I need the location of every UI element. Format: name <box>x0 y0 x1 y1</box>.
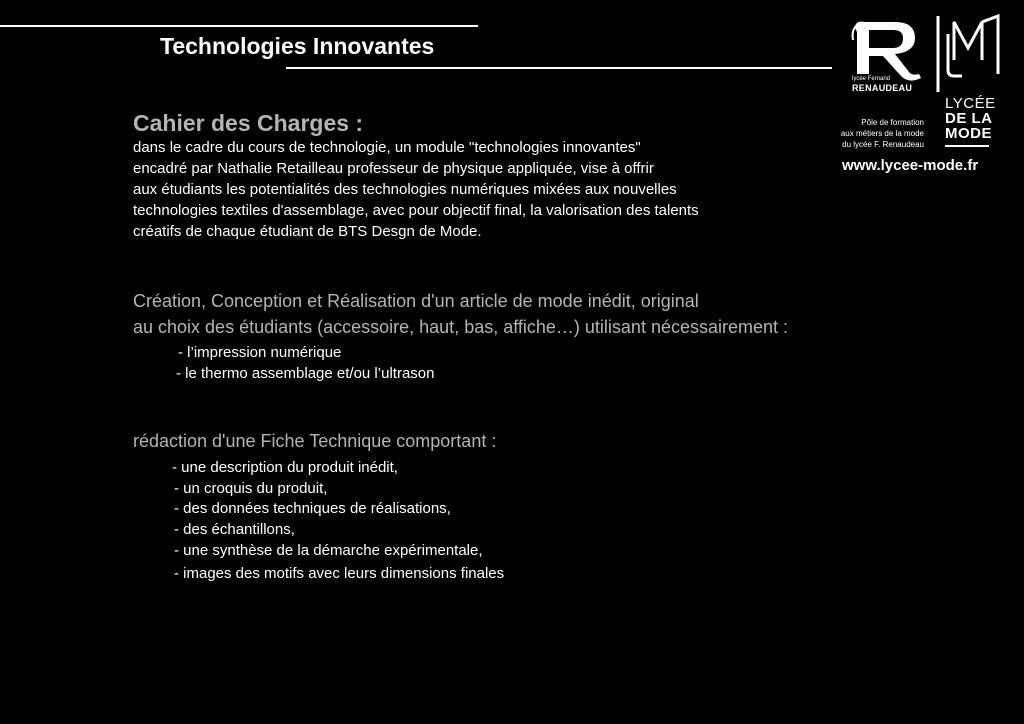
creation-line: au choix des étudiants (accessoire, haut, bas, affiche…) utilisant nécessairement : <box>133 317 789 337</box>
tagline-line-1: Pôle de formation <box>861 118 924 127</box>
logo-lm-line-3: MODE <box>945 125 992 142</box>
lycee-de-la-mode-logo-icon <box>934 14 1002 94</box>
renaudeau-r-logo-icon <box>849 18 923 82</box>
section-heading-redaction: rédaction d'une Fiche Technique comportant : <box>133 431 497 451</box>
logo-lm-line-2: DE LA <box>945 110 993 127</box>
cahier-line: aux étudiants les potentialités des technologies numériques mixées aux nouvelles <box>133 181 677 198</box>
logo-r-caption: RENAUDEAU <box>852 83 913 93</box>
page-title: Technologies Innovantes <box>160 33 435 59</box>
redaction-bullet: - images des motifs avec leurs dimensions finales <box>174 565 505 582</box>
section-heading-cahier: Cahier des Charges : <box>133 110 364 136</box>
redaction-bullet: - des échantillons, <box>174 521 295 538</box>
cahier-line: créatifs de chaque étudiant de BTS Desgn de Mode. <box>133 223 482 240</box>
redaction-bullet: - une description du produit inédit, <box>172 459 398 476</box>
tagline-line-3: du lycée F. Renaudeau <box>842 140 924 149</box>
cahier-line: dans le cadre du cours de technologie, un module "technologies innovantes" <box>133 139 641 156</box>
creation-bullet: - le thermo assemblage et/ou l’ultrason <box>176 365 435 382</box>
tagline-line-2: aux métiers de la mode <box>840 129 924 138</box>
header-bottom-rule <box>286 67 832 69</box>
cahier-paragraph <box>133 137 699 242</box>
redaction-bullet: - une synthèse de la démarche expérimentale, <box>174 542 483 559</box>
website-link[interactable]: www.lycee-mode.fr <box>842 157 979 174</box>
logo-lm-line-1: LYCÉE <box>945 95 996 112</box>
creation-line: Création, Conception et Réalisation d'un article de mode inédit, original <box>133 291 699 311</box>
cahier-line: encadré par Nathalie Retailleau professeur de physique appliquée, vise à offrir <box>133 160 654 177</box>
redaction-bullet: - un croquis du produit, <box>174 480 328 497</box>
redaction-bullet: - des données techniques de réalisations, <box>174 500 451 517</box>
cahier-line: technologies textiles d'assemblage, avec pour objectif final, la valorisation des talents <box>133 202 699 219</box>
logo-r-caption-small: lycée Fernand <box>852 76 891 82</box>
logo-lm-rule <box>945 145 989 147</box>
creation-bullet: - l’impression numérique <box>178 344 342 361</box>
header-top-rule <box>0 25 478 27</box>
